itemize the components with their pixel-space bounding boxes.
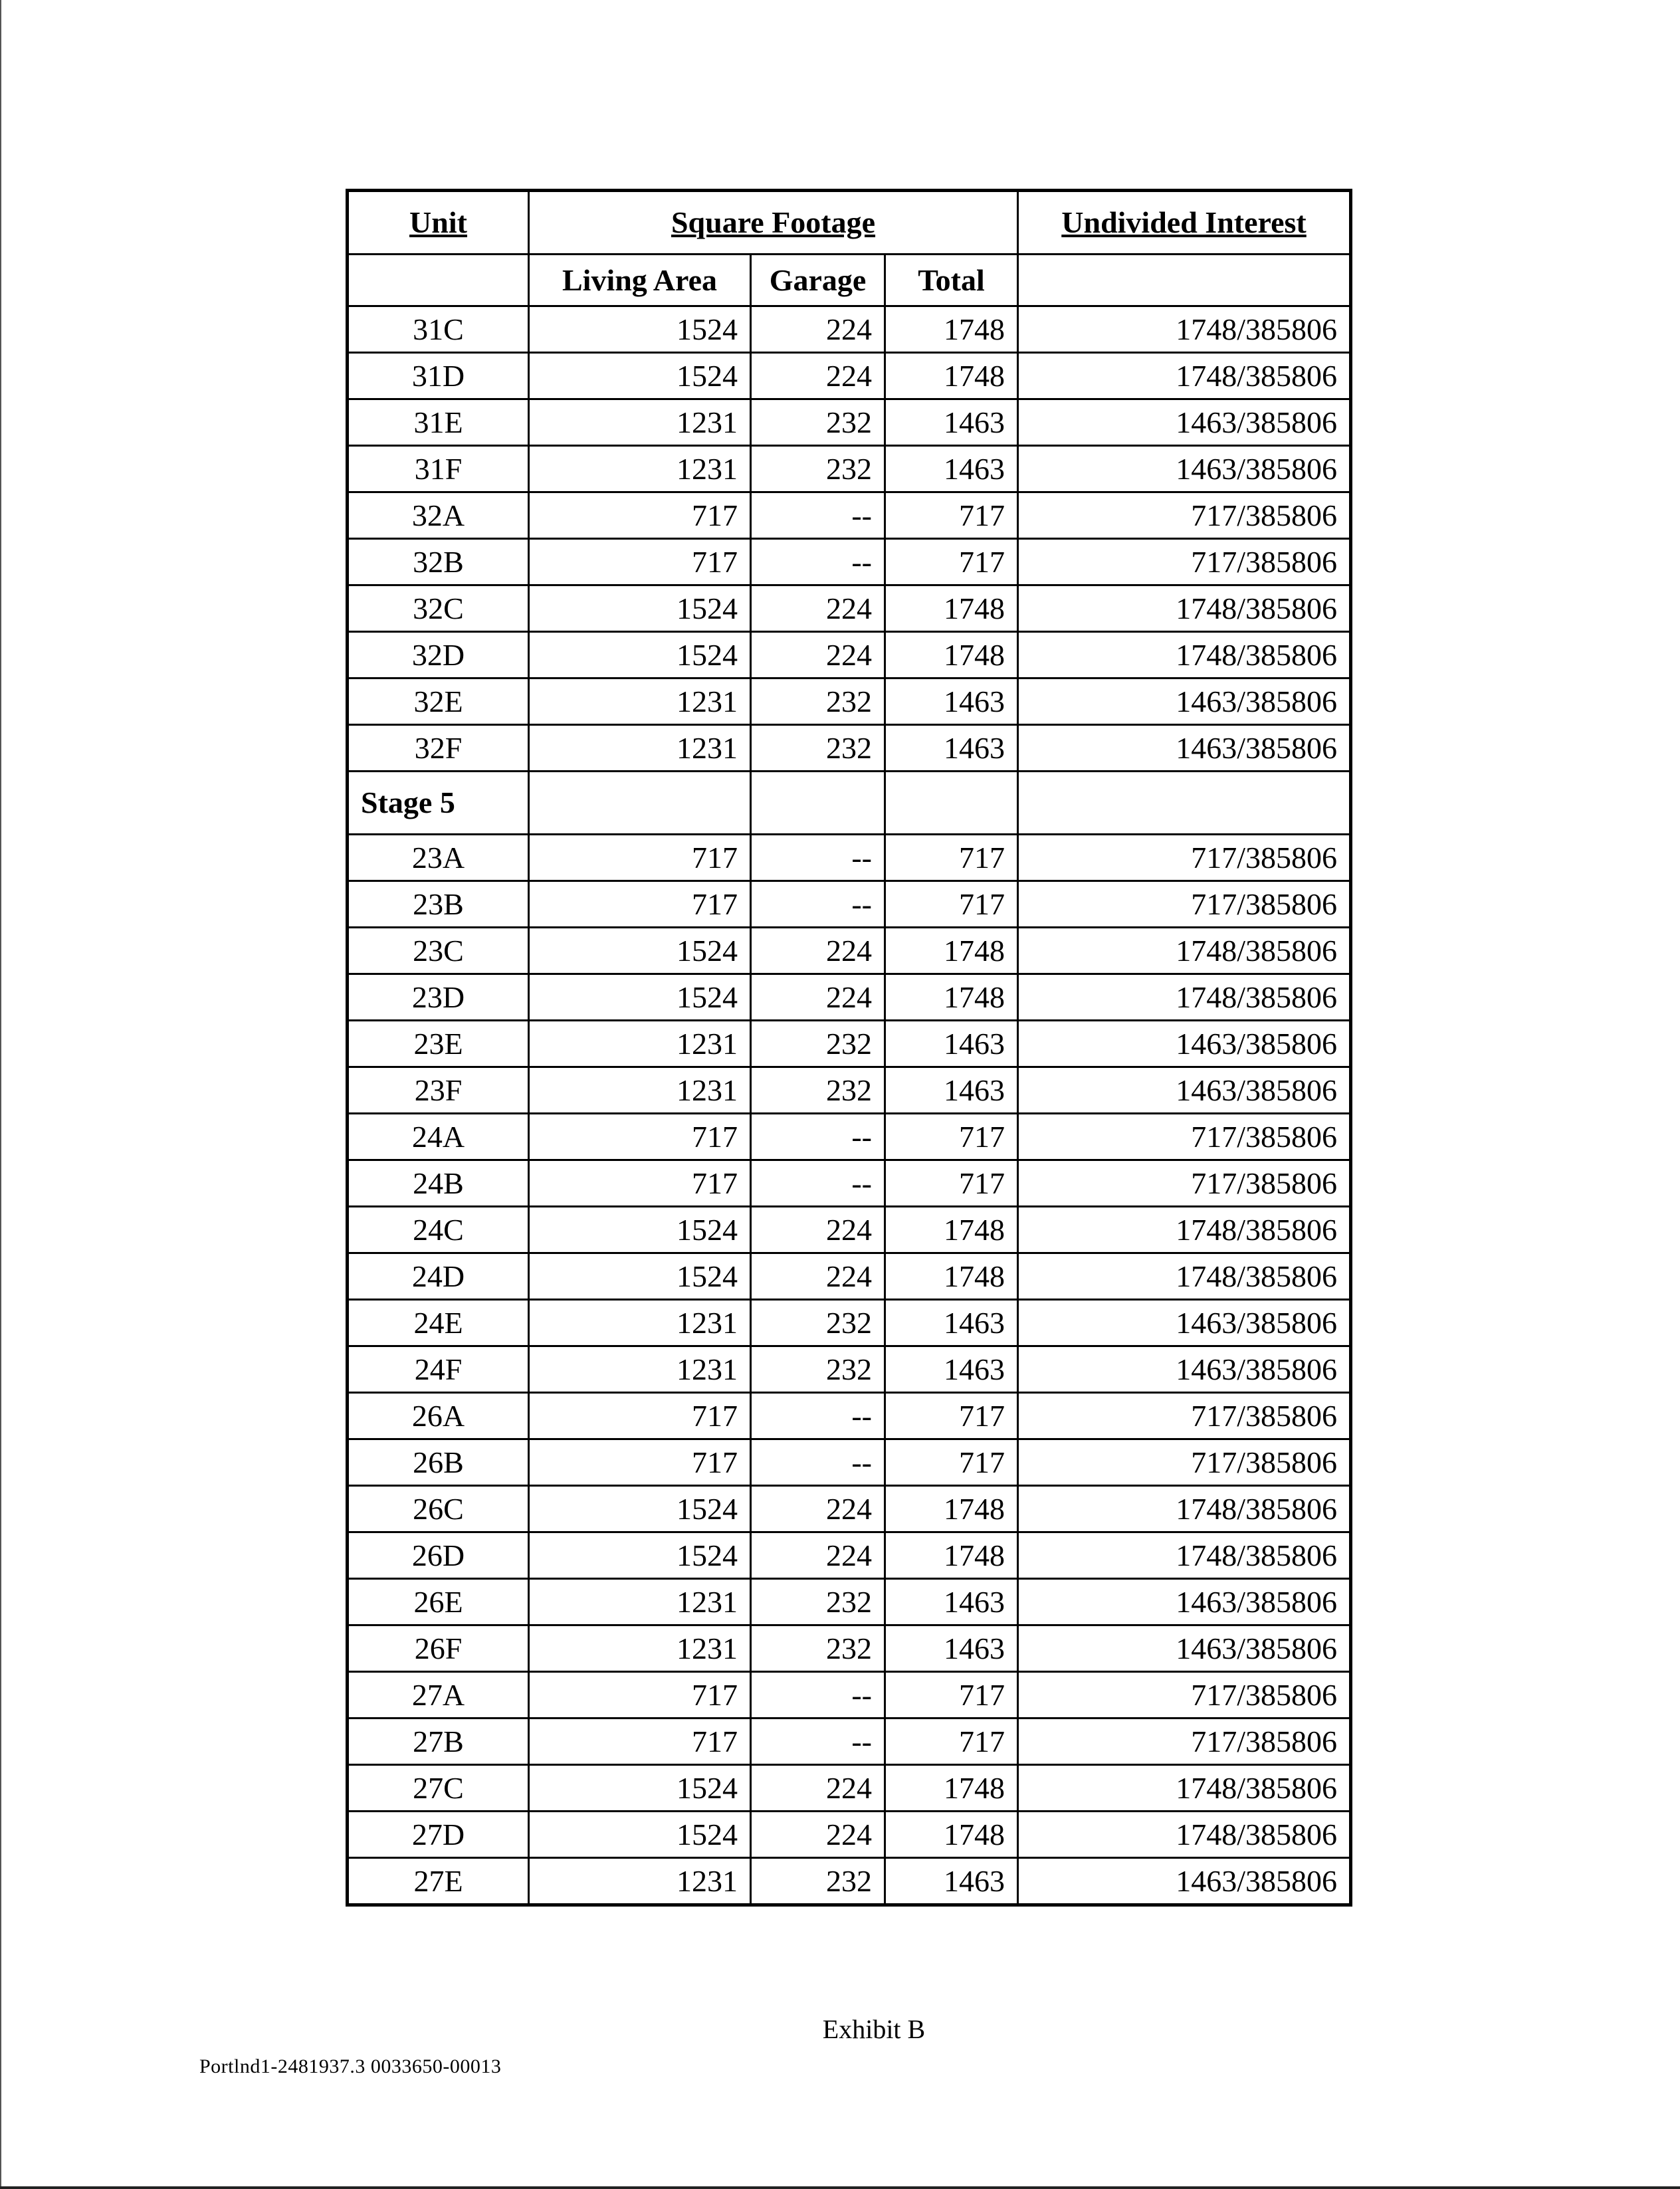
cell-living-area: 1231: [529, 678, 751, 725]
cell-unit: 23A: [348, 835, 529, 881]
cell-garage: 224: [751, 1812, 885, 1858]
cell-undivided-interest: 717/385806: [1018, 1160, 1351, 1207]
cell-garage: --: [751, 1439, 885, 1486]
cell-living-area: 717: [529, 1114, 751, 1160]
cell-total: 1748: [885, 1765, 1018, 1812]
cell-unit: 26C: [348, 1486, 529, 1532]
cell-undivided-interest: 1463/385806: [1018, 399, 1351, 446]
cell-unit: 26B: [348, 1439, 529, 1486]
table-row: [348, 1300, 1351, 1346]
header-row-primary: [348, 191, 1351, 255]
cell-garage: --: [751, 1672, 885, 1719]
cell-unit: 31F: [348, 446, 529, 492]
cell-garage: 232: [751, 399, 885, 446]
cell-garage: 224: [751, 1765, 885, 1812]
cell-unit: 31D: [348, 353, 529, 399]
header-blank-unit: [348, 255, 529, 306]
cell-living-area: 1524: [529, 1207, 751, 1253]
header-row-secondary: [348, 255, 1351, 306]
cell-total: 717: [885, 835, 1018, 881]
cell-garage: 224: [751, 928, 885, 974]
cell-garage: 232: [751, 1021, 885, 1067]
cell-undivided-interest: 1463/385806: [1018, 1067, 1351, 1114]
table-row: [348, 678, 1351, 725]
table-row: [348, 1346, 1351, 1393]
cell-living-area: 1524: [529, 1765, 751, 1812]
cell-total: 1463: [885, 1300, 1018, 1346]
cell-living-area: 1524: [529, 632, 751, 678]
table-row: [348, 492, 1351, 539]
cell-living-area: 1231: [529, 1858, 751, 1905]
cell-living-area: 717: [529, 1672, 751, 1719]
cell-undivided-interest: 717/385806: [1018, 1719, 1351, 1765]
table-row: [348, 632, 1351, 678]
cell-undivided-interest: 1463/385806: [1018, 1625, 1351, 1672]
page-edge-left: [0, 0, 1, 2189]
cell-unit: 32E: [348, 678, 529, 725]
table-row: [348, 1160, 1351, 1207]
cell-undivided-interest: 717/385806: [1018, 1439, 1351, 1486]
cell-garage: --: [751, 492, 885, 539]
cell-unit: 32C: [348, 585, 529, 632]
cell-undivided-interest: 1463/385806: [1018, 1021, 1351, 1067]
table-row: [348, 1067, 1351, 1114]
table-row: [348, 1765, 1351, 1812]
table-row: [348, 1114, 1351, 1160]
cell-living-area: 1231: [529, 399, 751, 446]
cell-total: 1748: [885, 1253, 1018, 1300]
table-row: [348, 306, 1351, 353]
cell-undivided-interest: 1748/385806: [1018, 1812, 1351, 1858]
cell-garage: 224: [751, 1486, 885, 1532]
cell-undivided-interest: 1463/385806: [1018, 446, 1351, 492]
table-row: [348, 1532, 1351, 1579]
cell-undivided-interest: 1748/385806: [1018, 353, 1351, 399]
cell-living-area: 1231: [529, 1300, 751, 1346]
cell-garage: --: [751, 1719, 885, 1765]
table-row: [348, 353, 1351, 399]
cell-total: 1748: [885, 1486, 1018, 1532]
cell-total: 717: [885, 1393, 1018, 1439]
cell-undivided-interest: 1463/385806: [1018, 1300, 1351, 1346]
cell-undivided-interest: 1463/385806: [1018, 725, 1351, 772]
cell-undivided-interest: 1748/385806: [1018, 585, 1351, 632]
cell-garage: 224: [751, 353, 885, 399]
cell-living-area: 1231: [529, 1579, 751, 1625]
document-id: Portlnd1-2481937.3 0033650-00013: [199, 2055, 502, 2077]
cell-garage: 224: [751, 1532, 885, 1579]
cell-unit: 23B: [348, 881, 529, 928]
stage-row: [348, 772, 1351, 835]
cell-total: 1463: [885, 1579, 1018, 1625]
cell-garage: --: [751, 1160, 885, 1207]
cell-total: 1748: [885, 974, 1018, 1021]
cell-undivided-interest: 1463/385806: [1018, 1579, 1351, 1625]
cell-undivided-interest: 717/385806: [1018, 492, 1351, 539]
page-edge-bottom: [0, 2186, 1680, 2189]
cell-undivided-interest: 1463/385806: [1018, 1858, 1351, 1905]
table-row: [348, 1207, 1351, 1253]
cell-garage: 232: [751, 1625, 885, 1672]
table-row: [348, 1393, 1351, 1439]
cell-total: 717: [885, 1672, 1018, 1719]
cell-living-area: 717: [529, 1393, 751, 1439]
table-row: [348, 1812, 1351, 1858]
exhibit-label: Exhibit B: [822, 2014, 926, 2044]
cell-garage: 232: [751, 446, 885, 492]
table-row: [348, 881, 1351, 928]
cell-garage: 224: [751, 1253, 885, 1300]
stage-blank-cell: [1018, 772, 1351, 835]
cell-undivided-interest: 1748/385806: [1018, 1253, 1351, 1300]
cell-total: 717: [885, 539, 1018, 585]
cell-unit: 23F: [348, 1067, 529, 1114]
cell-undivided-interest: 1748/385806: [1018, 1207, 1351, 1253]
unit-square-footage-table: [346, 189, 1352, 1907]
cell-undivided-interest: 1463/385806: [1018, 1346, 1351, 1393]
cell-living-area: 1524: [529, 974, 751, 1021]
table-row: [348, 399, 1351, 446]
cell-unit: 24C: [348, 1207, 529, 1253]
cell-total: 1463: [885, 725, 1018, 772]
table-row: [348, 725, 1351, 772]
cell-undivided-interest: 1748/385806: [1018, 632, 1351, 678]
cell-total: 1463: [885, 1858, 1018, 1905]
cell-total: 1463: [885, 1067, 1018, 1114]
cell-unit: 27C: [348, 1765, 529, 1812]
cell-undivided-interest: 1463/385806: [1018, 678, 1351, 725]
cell-unit: 26F: [348, 1625, 529, 1672]
cell-undivided-interest: 717/385806: [1018, 1393, 1351, 1439]
header-garage: Garage: [751, 255, 885, 306]
cell-garage: 224: [751, 306, 885, 353]
cell-garage: 232: [751, 1300, 885, 1346]
cell-total: 717: [885, 881, 1018, 928]
cell-garage: 224: [751, 585, 885, 632]
cell-living-area: 717: [529, 539, 751, 585]
cell-unit: 26A: [348, 1393, 529, 1439]
cell-unit: 23E: [348, 1021, 529, 1067]
cell-total: 1463: [885, 1346, 1018, 1393]
cell-unit: 26E: [348, 1579, 529, 1625]
header-living-area: Living Area: [529, 255, 751, 306]
table-row: [348, 446, 1351, 492]
cell-unit: 27E: [348, 1858, 529, 1905]
table-row: [348, 1439, 1351, 1486]
table-row: [348, 1672, 1351, 1719]
cell-total: 1748: [885, 632, 1018, 678]
cell-undivided-interest: 1748/385806: [1018, 1486, 1351, 1532]
table-row: [348, 1719, 1351, 1765]
cell-living-area: 1524: [529, 585, 751, 632]
cell-living-area: 1231: [529, 725, 751, 772]
cell-total: 1748: [885, 1812, 1018, 1858]
cell-living-area: 1231: [529, 446, 751, 492]
cell-unit: 31E: [348, 399, 529, 446]
cell-living-area: 717: [529, 492, 751, 539]
cell-total: 1748: [885, 353, 1018, 399]
cell-unit: 23C: [348, 928, 529, 974]
cell-living-area: 1524: [529, 1532, 751, 1579]
cell-undivided-interest: 717/385806: [1018, 539, 1351, 585]
cell-total: 1748: [885, 306, 1018, 353]
cell-total: 1748: [885, 1207, 1018, 1253]
cell-unit: 27A: [348, 1672, 529, 1719]
table-row: [348, 928, 1351, 974]
table-row: [348, 1625, 1351, 1672]
cell-unit: 27D: [348, 1812, 529, 1858]
cell-garage: 224: [751, 1207, 885, 1253]
table-row: [348, 585, 1351, 632]
cell-unit: 32B: [348, 539, 529, 585]
cell-living-area: 717: [529, 835, 751, 881]
cell-unit: 32D: [348, 632, 529, 678]
cell-living-area: 717: [529, 1719, 751, 1765]
cell-living-area: 1524: [529, 1486, 751, 1532]
cell-unit: 32F: [348, 725, 529, 772]
table-row: [348, 1579, 1351, 1625]
cell-undivided-interest: 717/385806: [1018, 1114, 1351, 1160]
table-row: [348, 1253, 1351, 1300]
cell-undivided-interest: 1748/385806: [1018, 1765, 1351, 1812]
cell-living-area: 717: [529, 881, 751, 928]
cell-total: 1463: [885, 1021, 1018, 1067]
cell-living-area: 1524: [529, 1253, 751, 1300]
table-row: [348, 1021, 1351, 1067]
cell-undivided-interest: 1748/385806: [1018, 974, 1351, 1021]
cell-total: 1463: [885, 1625, 1018, 1672]
cell-garage: 232: [751, 1858, 885, 1905]
cell-living-area: 1524: [529, 928, 751, 974]
cell-garage: 232: [751, 725, 885, 772]
cell-living-area: 1231: [529, 1625, 751, 1672]
header-unit: Unit: [348, 191, 529, 255]
cell-garage: 232: [751, 1579, 885, 1625]
cell-garage: --: [751, 1393, 885, 1439]
cell-undivided-interest: 717/385806: [1018, 1672, 1351, 1719]
cell-garage: 224: [751, 974, 885, 1021]
cell-total: 717: [885, 1439, 1018, 1486]
cell-unit: 26D: [348, 1532, 529, 1579]
cell-garage: --: [751, 539, 885, 585]
cell-garage: 232: [751, 678, 885, 725]
cell-unit: 24B: [348, 1160, 529, 1207]
cell-total: 1748: [885, 928, 1018, 974]
cell-living-area: 717: [529, 1439, 751, 1486]
cell-living-area: 1231: [529, 1067, 751, 1114]
cell-undivided-interest: 1748/385806: [1018, 1532, 1351, 1579]
stage-blank-cell: [885, 772, 1018, 835]
cell-garage: 232: [751, 1346, 885, 1393]
cell-total: 1748: [885, 585, 1018, 632]
cell-total: 717: [885, 1719, 1018, 1765]
cell-total: 717: [885, 492, 1018, 539]
cell-living-area: 1524: [529, 1812, 751, 1858]
cell-unit: 27B: [348, 1719, 529, 1765]
cell-unit: 24A: [348, 1114, 529, 1160]
cell-unit: 32A: [348, 492, 529, 539]
cell-garage: --: [751, 835, 885, 881]
header-blank-interest: [1018, 255, 1351, 306]
cell-garage: --: [751, 1114, 885, 1160]
cell-total: 717: [885, 1114, 1018, 1160]
cell-total: 1748: [885, 1532, 1018, 1579]
cell-undivided-interest: 1748/385806: [1018, 928, 1351, 974]
cell-garage: --: [751, 881, 885, 928]
cell-unit: 31C: [348, 306, 529, 353]
header-undivided-interest: Undivided Interest: [1018, 191, 1351, 255]
table-body: [348, 191, 1351, 1905]
cell-unit: 24F: [348, 1346, 529, 1393]
cell-garage: 232: [751, 1067, 885, 1114]
cell-unit: 24D: [348, 1253, 529, 1300]
cell-total: 717: [885, 1160, 1018, 1207]
table-row: [348, 1486, 1351, 1532]
cell-living-area: 1231: [529, 1021, 751, 1067]
cell-living-area: 1524: [529, 353, 751, 399]
cell-total: 1463: [885, 399, 1018, 446]
table-row: [348, 835, 1351, 881]
cell-unit: 23D: [348, 974, 529, 1021]
stage-label: Stage 5: [348, 772, 529, 835]
cell-total: 1463: [885, 446, 1018, 492]
table-row: [348, 539, 1351, 585]
cell-living-area: 717: [529, 1160, 751, 1207]
cell-living-area: 1231: [529, 1346, 751, 1393]
header-total: Total: [885, 255, 1018, 306]
cell-undivided-interest: 1748/385806: [1018, 306, 1351, 353]
cell-undivided-interest: 717/385806: [1018, 835, 1351, 881]
cell-total: 1463: [885, 678, 1018, 725]
cell-living-area: 1524: [529, 306, 751, 353]
table-row: [348, 1858, 1351, 1905]
table-row: [348, 974, 1351, 1021]
cell-undivided-interest: 717/385806: [1018, 881, 1351, 928]
stage-blank-cell: [529, 772, 751, 835]
header-square-footage: Square Footage: [529, 191, 1018, 255]
cell-unit: 24E: [348, 1300, 529, 1346]
cell-garage: 224: [751, 632, 885, 678]
stage-blank-cell: [751, 772, 885, 835]
